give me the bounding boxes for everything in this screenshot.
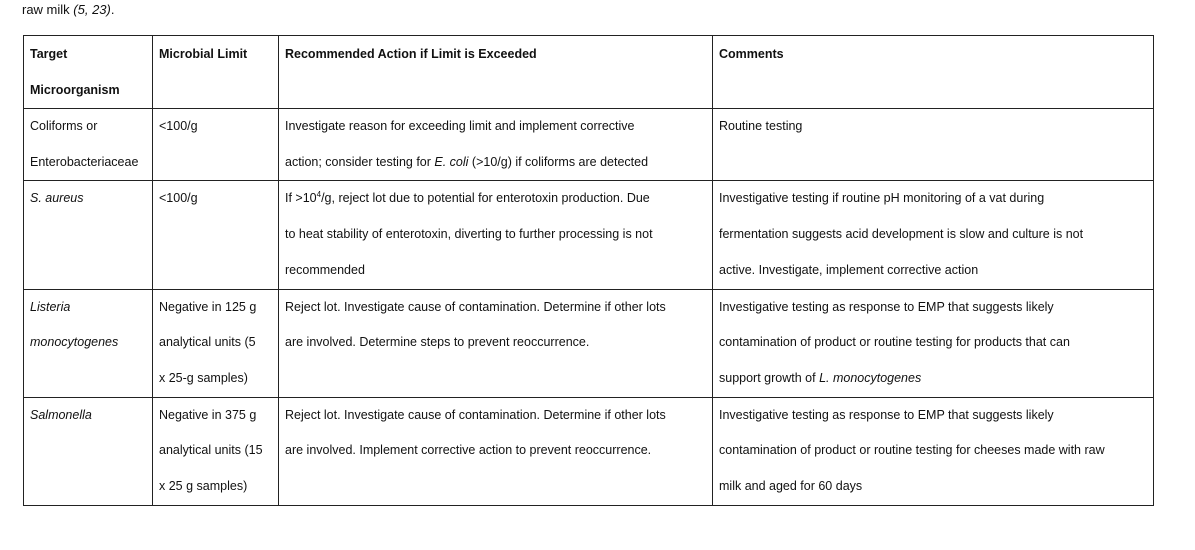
action-l2: to heat stability of enterotoxin, diverting to further processing is not	[285, 227, 653, 242]
cell-limit: <100/g	[153, 181, 279, 289]
header-target	[24, 36, 153, 109]
header-action: Recommended Action if Limit is Exceeded	[279, 36, 713, 109]
target-l1: Coliforms or	[30, 119, 98, 133]
action-l2	[285, 145, 706, 181]
action-l1-a: If >10	[285, 191, 317, 206]
table-row	[24, 397, 1154, 505]
intro-reference: (5, 23)	[73, 2, 111, 17]
target-l2: Enterobacteriaceae	[30, 154, 139, 169]
table-row	[24, 181, 1154, 289]
limit-l2: analytical units (15	[159, 443, 263, 458]
table-row	[24, 109, 1154, 181]
cell-target	[24, 109, 153, 181]
action-l2-b: (>10/g) if coliforms are detected	[468, 154, 649, 169]
cell-comment	[713, 181, 1154, 289]
action-l1-b: /g, reject lot due to potential for enterotoxin production. Due	[321, 191, 650, 206]
comment-l3: active. Investigate, implement corrective action	[719, 262, 979, 277]
comment-l1: Investigative testing if routine pH monitoring of a vat during	[719, 191, 1045, 206]
exponent: 4	[316, 190, 322, 200]
intro-lead: raw milk	[22, 2, 74, 17]
ecoli-term: E. coli	[434, 154, 469, 169]
comment-l3-a: support growth of	[719, 370, 820, 385]
limit-l3: x 25-g samples)	[159, 370, 248, 385]
table-row	[24, 289, 1154, 397]
action-l3: recommended	[285, 262, 365, 277]
intro-end: .	[110, 2, 115, 17]
comment-l1: Investigative testing as response to EMP that suggests likely	[719, 407, 1054, 422]
cell-comment: Routine testing	[713, 109, 1154, 181]
action-l1: Reject lot. Investigate cause of contamination. Determine if other lots	[285, 299, 666, 314]
cell-comment	[713, 397, 1154, 505]
cell-target	[24, 289, 153, 397]
target-l1: Listeria	[30, 299, 71, 314]
comment-l3	[719, 361, 1147, 397]
cell-action	[279, 181, 713, 289]
header-target-l2: Microorganism	[30, 83, 120, 97]
cell-limit	[153, 289, 279, 397]
action-l1: Reject lot. Investigate cause of contamination. Determine if other lots	[285, 407, 666, 422]
cell-action	[279, 289, 713, 397]
comment-l3: milk and aged for 60 days	[719, 479, 863, 494]
organism-term: L. monocytogenes	[819, 370, 922, 385]
comment-l1: Investigative testing as response to EMP that suggests likely	[719, 299, 1054, 314]
microbial-limits-table	[23, 35, 1154, 506]
limit-l3: x 25 g samples)	[159, 479, 248, 494]
comment-l2: contamination of product or routine testing for products that can	[719, 335, 1070, 350]
limit-l1: Negative in 125 g	[159, 299, 257, 314]
limit-l1: Negative in 375 g	[159, 407, 257, 422]
header-target-l1: Target	[30, 47, 68, 61]
cell-limit: <100/g	[153, 109, 279, 181]
cell-target: S. aureus	[24, 181, 153, 289]
action-l1	[285, 181, 706, 217]
intro-text	[22, 2, 114, 18]
action-l1: Investigate reason for exceeding limit and implement corrective	[285, 119, 635, 133]
action-l2: are involved. Determine steps to prevent reoccurrence.	[285, 335, 590, 350]
comment-l2: contamination of product or routine testing for cheeses made with raw	[719, 443, 1105, 458]
limit-l2: analytical units (5	[159, 335, 256, 350]
comment-l2: fermentation suggests acid development is slow and culture is not	[719, 227, 1084, 242]
cell-limit	[153, 397, 279, 505]
target-l2: monocytogenes	[30, 335, 119, 350]
cell-comment	[713, 289, 1154, 397]
cell-action	[279, 397, 713, 505]
header-row	[24, 36, 1154, 109]
header-comments: Comments	[713, 36, 1154, 109]
action-l2-a: action; consider testing for	[285, 154, 435, 169]
action-l2: are involved. Implement corrective action to prevent reoccurrence.	[285, 443, 652, 458]
header-limit: Microbial Limit	[153, 36, 279, 109]
cell-action	[279, 109, 713, 181]
cell-target: Salmonella	[24, 397, 153, 505]
